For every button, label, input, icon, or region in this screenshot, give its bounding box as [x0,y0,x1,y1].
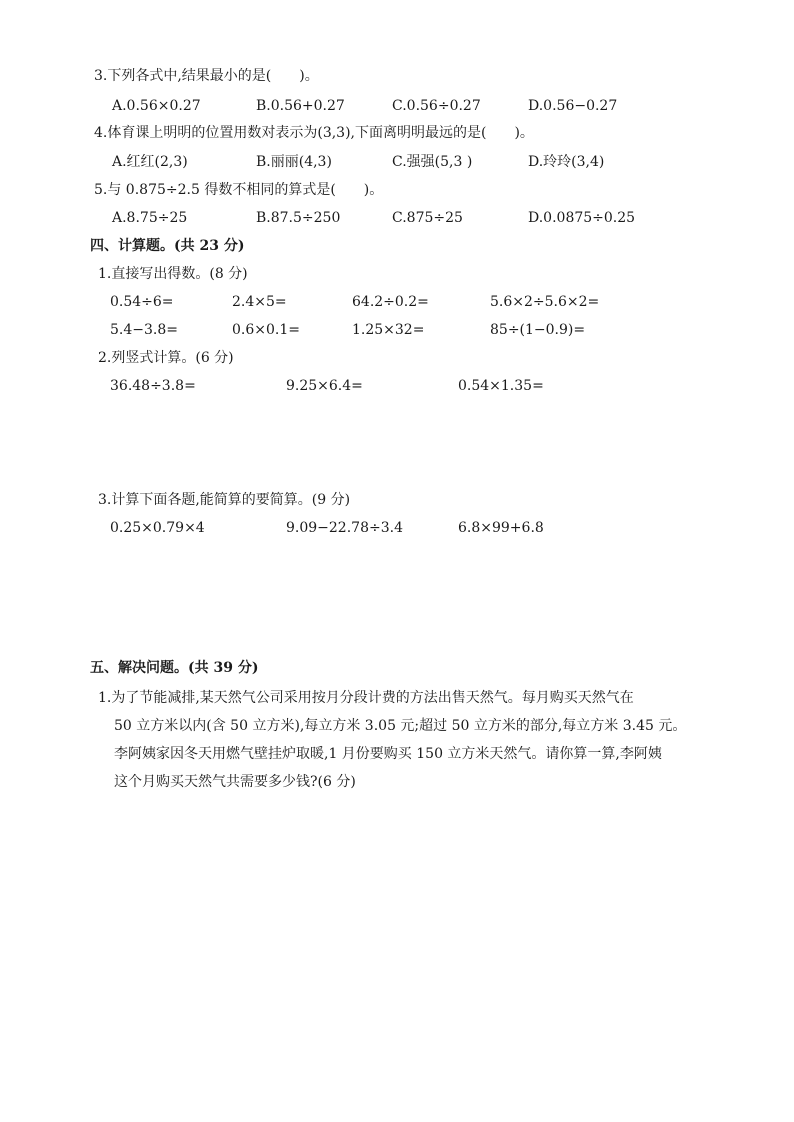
option-b: B.87.5÷250 [256,210,341,226]
mental-math-row-2 [0,320,794,340]
mental-math-row-1 [0,292,794,312]
expression: 9.25×6.4= [286,378,363,394]
question-5-options [0,208,794,228]
question-3-stem: 3.下列各式中,结果最小的是( )。 [94,68,319,84]
expression: 5.6×2÷5.6×2= [490,294,600,310]
part-1-title: 1.直接写出得数。(8 分) [98,266,248,282]
expression: 5.4−3.8= [110,322,178,338]
option-b: B.丽丽(4,3) [256,154,332,170]
option-c: C.0.56÷0.27 [392,98,481,114]
option-b: B.0.56+0.27 [256,98,345,114]
word-problem-1 [98,684,718,796]
expression: 0.6×0.1= [232,322,300,338]
vertical-calc-row [0,376,794,396]
option-a: A.红红(2,3) [112,154,188,170]
option-c: C.强强(5,3 ) [392,154,473,170]
expression: 85÷(1−0.9)= [490,322,586,338]
expression: 9.09−22.78÷3.4 [286,520,403,536]
question-3-options [0,96,794,116]
question-5-stem: 5.与 0.875÷2.5 得数不相同的算式是( )。 [94,182,384,198]
expression: 2.4×5= [232,294,287,310]
question-4-stem: 4.体育课上明明的位置用数对表示为(3,3),下面离明明最远的是( )。 [94,125,534,141]
problem-line: 李阿姨家因冬天用燃气壁挂炉取暖,1 月份要购买 150 立方米天然气。请你算一算,李阿姨 [114,746,662,762]
expression: 6.8×99+6.8 [458,520,544,536]
simplify-row [0,518,794,538]
option-c: C.875÷25 [392,210,463,226]
option-d: D.0.56−0.27 [528,98,618,114]
problem-line: 1.为了节能减排,某天然气公司采用按月分段计费的方法出售天然气。每月购买天然气在 [98,690,634,706]
part-3-title: 3.计算下面各题,能简算的要简算。(9 分) [98,492,351,508]
part-2-title: 2.列竖式计算。(6 分) [98,350,234,366]
section-5-title: 五、解决问题。(共 39 分) [90,660,259,676]
section-4-title: 四、计算题。(共 23 分) [90,238,245,254]
option-d: D.0.0875÷0.25 [528,210,636,226]
option-a: A.0.56×0.27 [112,98,201,114]
expression: 0.25×0.79×4 [110,520,205,536]
problem-line: 这个月购买天然气共需要多少钱?(6 分) [114,774,356,790]
expression: 64.2÷0.2= [352,294,429,310]
problem-line: 50 立方米以内(含 50 立方米),每立方米 3.05 元;超过 50 立方米的部分,每立方米 3.45 元。 [114,718,687,734]
expression: 1.25×32= [352,322,425,338]
expression: 0.54÷6= [110,294,174,310]
question-4-options [0,152,794,172]
expression: 36.48÷3.8= [110,378,196,394]
option-d: D.玲玲(3,4) [528,154,605,170]
expression: 0.54×1.35= [458,378,544,394]
option-a: A.8.75÷25 [112,210,188,226]
